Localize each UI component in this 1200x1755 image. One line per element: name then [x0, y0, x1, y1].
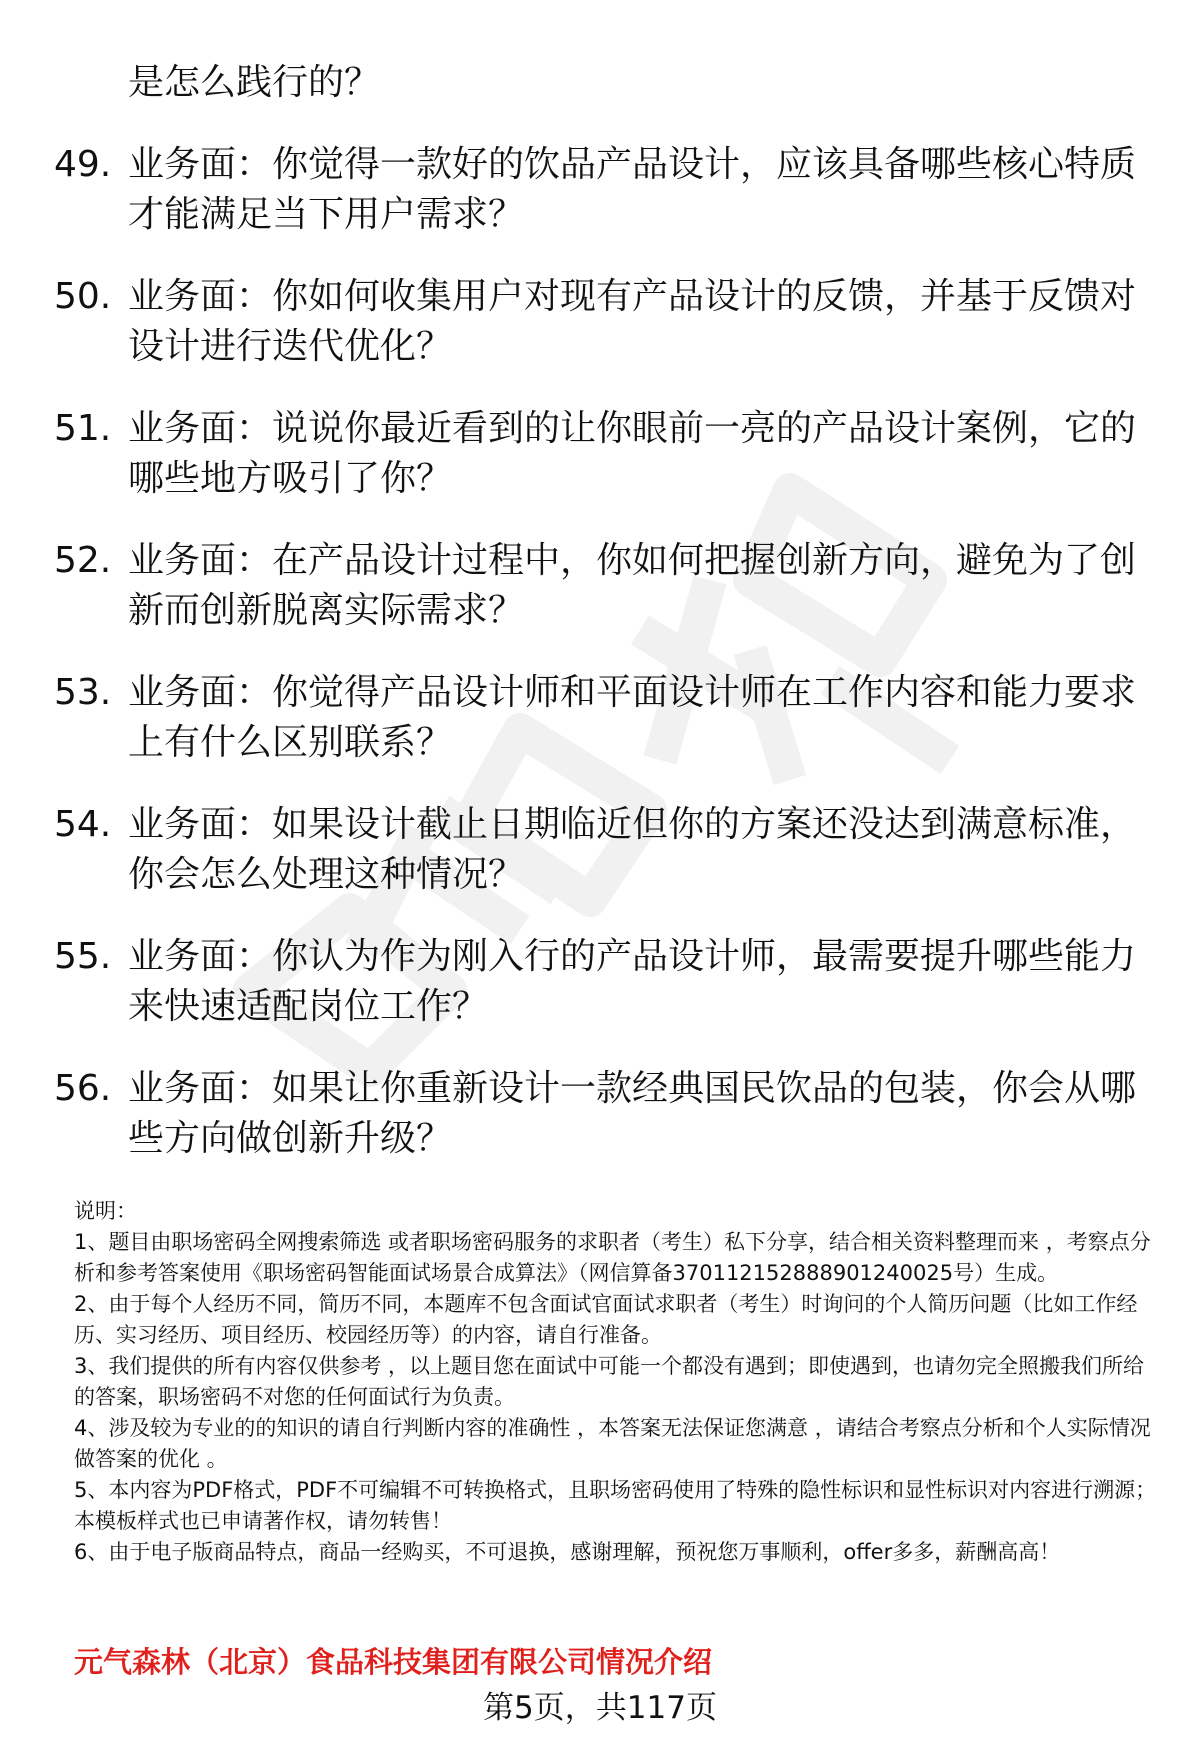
question-number: 53.: [54, 672, 112, 713]
question-item: [0, 668, 1200, 800]
note-item: 2、由于每个人经历不同，简历不同，本题库不包含面试官面试求职者（考生）时询问的个人简历问题（比如工作经历、实习经历、项目经历、校园经历等）的内容，请自行准备。: [74, 1292, 1138, 1347]
question-text: 业务面：说说你最近看到的让你眼前一亮的产品设计案例，它的哪些地方吸引了你？: [128, 408, 1137, 499]
question-number: 56.: [54, 1068, 112, 1109]
question-text: 业务面：如果让你重新设计一款经典国民饮品的包装，你会从哪些方向做创新升级？: [128, 1068, 1137, 1159]
question-item: [0, 800, 1200, 932]
notes-section: [74, 1196, 1164, 1568]
question-text: 业务面：你认为作为刚入行的产品设计师，最需要提升哪些能力来快速适配岗位工作？: [128, 936, 1137, 1027]
note-item: 4、涉及较为专业的的知识的请自行判断内容的准确性 ，本答案无法保证您满意 ，请结合考察点分析和个人实际情况做答案的优化 。: [74, 1416, 1151, 1471]
note-item: 1、题目由职场密码全网搜索筛选 或者职场密码服务的求职者（考生）私下分享，结合相关资料整理而来 ，考察点分析和参考答案使用《职场密码智能面试场景合成算法》（网信算备370112152888901240025号）生成。: [74, 1230, 1151, 1285]
company-title: 元气森林（北京）食品科技集团有限公司情况介绍: [74, 1645, 713, 1679]
question-item: [0, 1064, 1200, 1196]
question-list: [0, 140, 1200, 1196]
question-text: 业务面：在产品设计过程中，你如何把握创新方向，避免为了创新而创新脱离实际需求？: [128, 540, 1137, 631]
question-number: 49.: [54, 144, 112, 185]
question-item: [0, 404, 1200, 536]
question-number: 52.: [54, 540, 112, 581]
question-item: [0, 536, 1200, 668]
note-item: 6、由于电子版商品特点，商品一经购买，不可退换，感谢理解，预祝您万事顺利，offer多多，薪酬高高！: [74, 1540, 1061, 1564]
question-number: 51.: [54, 408, 112, 449]
question-text: 业务面：你觉得产品设计师和平面设计师在工作内容和能力要求上有什么区别联系？: [128, 672, 1137, 763]
question-number: 50.: [54, 276, 112, 317]
note-item: 3、我们提供的所有内容仅供参考 ，以上题目您在面试中可能一个都没有遇到；即使遇到，也请勿完全照搬我们所给的答案，职场密码不对您的任何面试行为负责。: [74, 1354, 1145, 1409]
question-item: [0, 140, 1200, 272]
question-text: 业务面：你觉得一款好的饮品产品设计，应该具备哪些核心特质才能满足当下用户需求？: [128, 144, 1137, 235]
question-text: 业务面：你如何收集用户对现有产品设计的反馈，并基于反馈对设计进行迭代优化？: [128, 276, 1137, 367]
question-item: [0, 272, 1200, 404]
notes-heading: 说明：: [74, 1199, 137, 1223]
question-text: 业务面：如果设计截止日期临近但你的方案还没达到满意标准，你会怎么处理这种情况？: [128, 804, 1137, 895]
question-item: [0, 932, 1200, 1064]
question-continuation: 是怎么践行的？: [128, 62, 381, 103]
note-item: 5、本内容为PDF格式，PDF不可编辑不可转换格式，且职场密码使用了特殊的隐性标识和显性标识对内容进行溯源；本模板样式也已申请著作权，请勿转售！: [74, 1478, 1157, 1533]
page-number: 第5页，共117页: [483, 1690, 717, 1726]
question-number: 54.: [54, 804, 112, 845]
question-number: 55.: [54, 936, 112, 977]
